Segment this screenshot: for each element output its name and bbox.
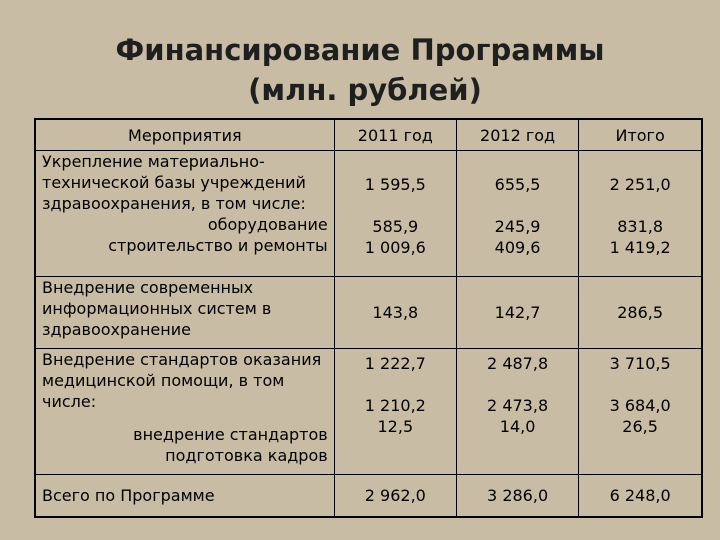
cell-total	[579, 475, 702, 517]
cell-2012	[456, 277, 578, 349]
title-line-1: Финансирование Программы	[115, 33, 605, 67]
table-row	[35, 151, 702, 277]
cell-value: 1 009,6	[364, 238, 426, 257]
cell-value: 26,5	[622, 417, 658, 436]
cell-2011	[334, 349, 456, 475]
cell-value: 1 222,7	[364, 354, 426, 373]
cell-value: 245,9	[494, 217, 541, 236]
cell-value: 3 684,0	[609, 396, 671, 415]
header-2011: 2011 год	[334, 119, 456, 151]
row-label: Внедрение современных информационных систем в здравоохранение	[42, 278, 272, 339]
row-name-cell	[35, 349, 334, 475]
cell-value: 12,5	[377, 417, 414, 436]
cell-value: 585,9	[372, 217, 419, 236]
cell-2011	[334, 151, 456, 277]
cell-value: 2 473,8	[487, 396, 549, 415]
row-label: Внедрение стандартов оказания медицинской помощи, в том числе:	[42, 350, 322, 411]
cell-value: 3 286,0	[487, 485, 549, 505]
financing-table	[34, 118, 703, 518]
cell-value: 286,5	[617, 303, 664, 322]
sub-row-label: внедрение стандартов	[133, 425, 328, 444]
cell-value: 1 419,2	[609, 238, 671, 257]
page-title	[0, 30, 720, 110]
table-row-total	[35, 475, 702, 517]
table-header-row	[35, 119, 702, 151]
cell-2011	[334, 475, 456, 517]
cell-value: 655,5	[494, 175, 541, 194]
cell-value: 1 595,5	[364, 175, 426, 194]
cell-value: 6 248,0	[609, 485, 671, 505]
row-name-cell	[35, 475, 334, 517]
cell-value: 2 251,0	[609, 175, 671, 194]
sub-row-label: подготовка кадров	[165, 446, 328, 465]
cell-value: 143,8	[372, 303, 419, 322]
cell-2012	[456, 349, 578, 475]
header-total: Итого	[579, 119, 702, 151]
row-label: Укрепление материально-технической базы учреждений здравоохранения, в том числе:	[42, 152, 306, 213]
sub-row-label: оборудование	[207, 215, 328, 234]
table-row	[35, 349, 702, 475]
cell-total	[579, 277, 702, 349]
header-events: Мероприятия	[35, 119, 334, 151]
cell-value: 142,7	[494, 303, 541, 322]
cell-value: 2 962,0	[364, 485, 426, 505]
cell-value: 1 210,2	[364, 396, 426, 415]
cell-value: 2 487,8	[487, 354, 549, 373]
cell-2012	[456, 151, 578, 277]
cell-total	[579, 349, 702, 475]
row-name-cell	[35, 151, 334, 277]
cell-value: 409,6	[494, 238, 541, 257]
cell-value: 14,0	[499, 417, 536, 436]
cell-2012	[456, 475, 578, 517]
cell-2011	[334, 277, 456, 349]
title-line-2: (млн. рублей)	[248, 73, 482, 107]
cell-value: 831,8	[617, 217, 664, 236]
header-2012: 2012 год	[456, 119, 578, 151]
row-label: Всего по Программе	[42, 485, 215, 505]
table-row	[35, 277, 702, 349]
sub-row-label: строительство и ремонты	[108, 236, 328, 255]
cell-total	[579, 151, 702, 277]
row-name-cell	[35, 277, 334, 349]
cell-value: 3 710,5	[609, 354, 671, 373]
